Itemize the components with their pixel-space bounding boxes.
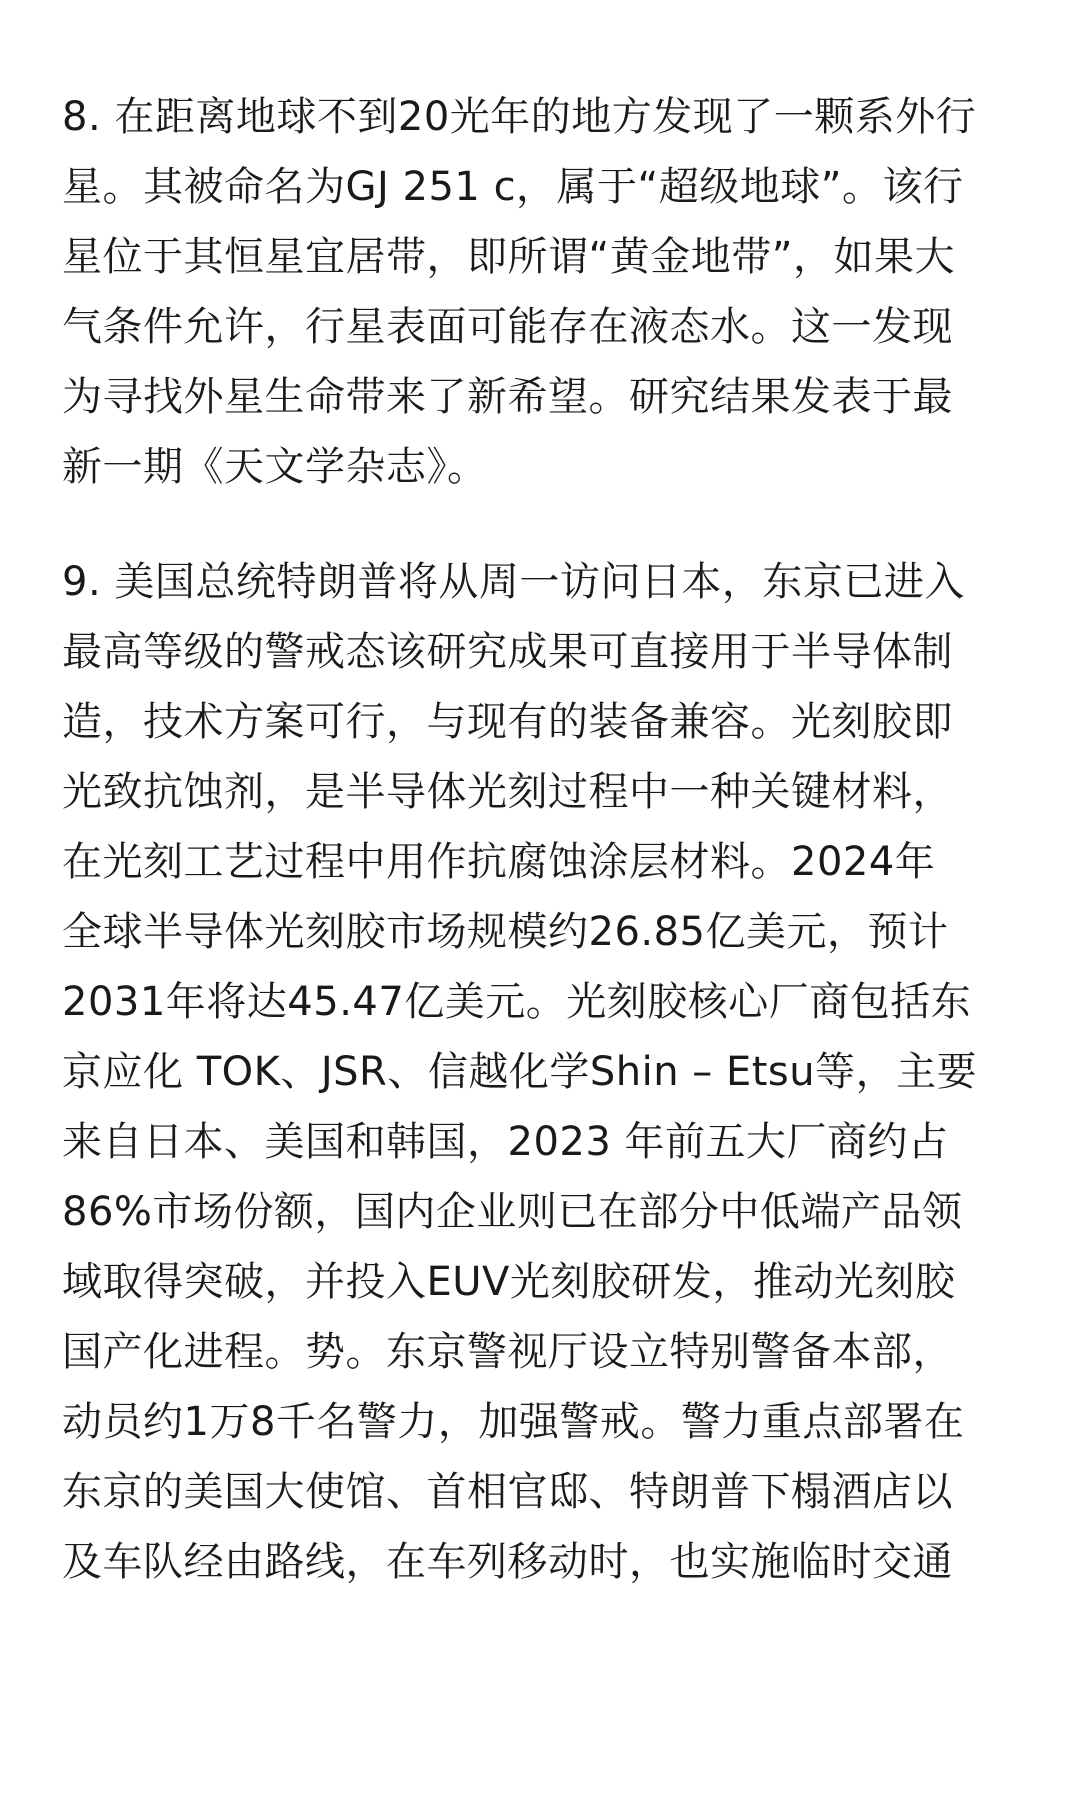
text-line: 2031年将达45.47亿美元。光刻胶核心厂商包括东 bbox=[62, 979, 972, 1025]
paragraph-8 bbox=[62, 82, 1022, 502]
text-line: 气条件允许，行星表面可能存在液态水。这一发现 bbox=[62, 304, 953, 350]
text-line: 京应化 TOK、JSR、信越化学Shin – Etsu等，主要 bbox=[62, 1049, 978, 1095]
text-line: 动员约1万8千名警力，加强警戒。警力重点部署在 bbox=[62, 1399, 965, 1445]
text-line: 光致抗蚀剂，是半导体光刻过程中一种关键材料， bbox=[62, 769, 953, 815]
text-line: 国产化进程。势。东京警视厅设立特别警备本部， bbox=[62, 1329, 953, 1375]
text-line: 为寻找外星生命带来了新希望。研究结果发表于最 bbox=[62, 374, 953, 420]
text-line: 86%市场份额，国内企业则已在部分中低端产品领 bbox=[62, 1189, 963, 1235]
text-line: 新一期《天文学杂志》。 bbox=[62, 444, 488, 490]
text-line: 在光刻工艺过程中用作抗腐蚀涂层材料。2024年 bbox=[62, 839, 936, 885]
paragraph-spacer bbox=[62, 502, 1022, 547]
text-line: 星位于其恒星宜居带，即所谓“黄金地带”，如果大 bbox=[62, 234, 955, 280]
text-line: 造，技术方案可行，与现有的装备兼容。光刻胶即 bbox=[62, 699, 953, 745]
text-line: 星。其被命名为GJ 251 c，属于“超级地球”。该行 bbox=[62, 164, 964, 210]
text-line: 9. 美国总统特朗普将从周一访问日本，东京已进入 bbox=[62, 559, 965, 605]
text-line: 最高等级的警戒态该研究成果可直接用于半导体制 bbox=[62, 629, 953, 675]
article-body bbox=[62, 82, 1022, 1597]
text-line: 东京的美国大使馆、首相官邸、特朗普下榻酒店以 bbox=[62, 1469, 953, 1515]
text-line: 及车队经由路线，在车列移动时，也实施临时交通 bbox=[62, 1539, 953, 1585]
text-line: 域取得突破，并投入EUV光刻胶研发，推动光刻胶 bbox=[62, 1259, 956, 1305]
text-line: 全球半导体光刻胶市场规模约26.85亿美元，预计 bbox=[62, 909, 949, 955]
text-line: 8. 在距离地球不到20光年的地方发现了一颗系外行 bbox=[62, 94, 977, 140]
text-line: 来自日本、美国和韩国，2023 年前五大厂商约占 bbox=[62, 1119, 949, 1165]
paragraph-9 bbox=[62, 547, 1022, 1597]
